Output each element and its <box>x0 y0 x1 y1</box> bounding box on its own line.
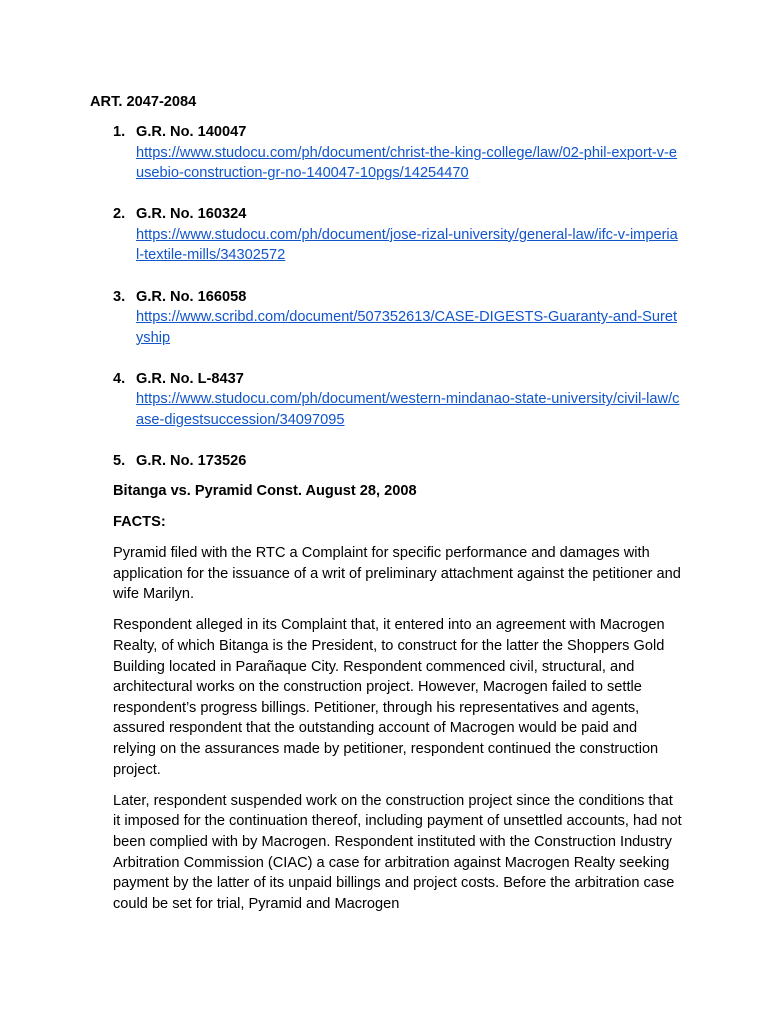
case-digest <box>113 481 683 925</box>
case-number: 2. <box>113 206 126 223</box>
case-item <box>113 204 683 266</box>
case-item <box>113 369 683 431</box>
case-gr-number: G.R. No. 140047 <box>136 124 247 140</box>
facts-label: FACTS: <box>113 514 166 531</box>
facts-paragraph: Later, respondent suspended work on the construction project since the conditions that it imposed for the continuation thereof, including payment of unsettled accounts, had not been complied with by Macrogen. Respondent instituted with the Construction Industry Arbitration Commission (CIAC) a case for arbitration against Macrogen Realty seeking payment by the latter of its unpaid billings and project costs. Before the arbitration case could be set for trial, Pyramid and Macrogen <box>113 792 682 912</box>
digest-title: Bitanga vs. Pyramid Const. August 28, 2008 <box>113 483 417 499</box>
case-link[interactable]: https://www.scribd.com/document/507352613/CASE-DIGESTS-Guaranty-and-Suretyship <box>136 309 678 346</box>
case-list <box>113 122 683 492</box>
case-item <box>113 122 683 184</box>
case-item <box>113 287 683 349</box>
case-gr-number: G.R. No. 173526 <box>136 453 247 470</box>
facts-paragraph: Pyramid filed with the RTC a Complaint for specific performance and damages with application for the issuance of a writ of preliminary attachment against the petitioner and wife Marilyn. <box>113 545 681 603</box>
document-heading: ART. 2047-2084 <box>90 94 197 110</box>
case-link[interactable]: https://www.studocu.com/ph/document/christ-the-king-college/law/02-phil-export-v-eusebio-construction-gr-no-140047-10pgs/14254470 <box>136 144 678 182</box>
case-number: 4. <box>113 370 126 387</box>
case-number: 5. <box>113 453 126 470</box>
case-gr-number: G.R. No. 160324 <box>136 206 247 223</box>
case-gr-number: G.R. No. L-8437 <box>136 370 244 387</box>
case-gr-number: G.R. No. 166058 <box>136 288 247 305</box>
case-link[interactable]: https://www.studocu.com/ph/document/western-mindanao-state-university/civil-law/case-digestsuccession/34097095 <box>136 391 680 429</box>
case-item <box>113 451 683 472</box>
facts-paragraph: Respondent alleged in its Complaint that, it entered into an agreement with Macrogen Realty, of which Bitanga is the President, to construct for the latter the Shoppers Gold Building located in Parañaque City. Respondent commenced civil, structural, and architectural works on the construction project. However, Macrogen failed to settle respondent’s progress billings. Petitioner, through his representatives and agents, assured respondent that the outstanding account of Macrogen would be paid and relying on the assurances made by petitioner, respondent continued the construction project. <box>113 617 665 778</box>
case-number: 3. <box>113 288 126 305</box>
case-link[interactable]: https://www.studocu.com/ph/document/jose-rizal-university/general-law/ifc-v-imperial-textile-mills/34302572 <box>136 226 678 264</box>
case-number: 1. <box>113 124 126 140</box>
